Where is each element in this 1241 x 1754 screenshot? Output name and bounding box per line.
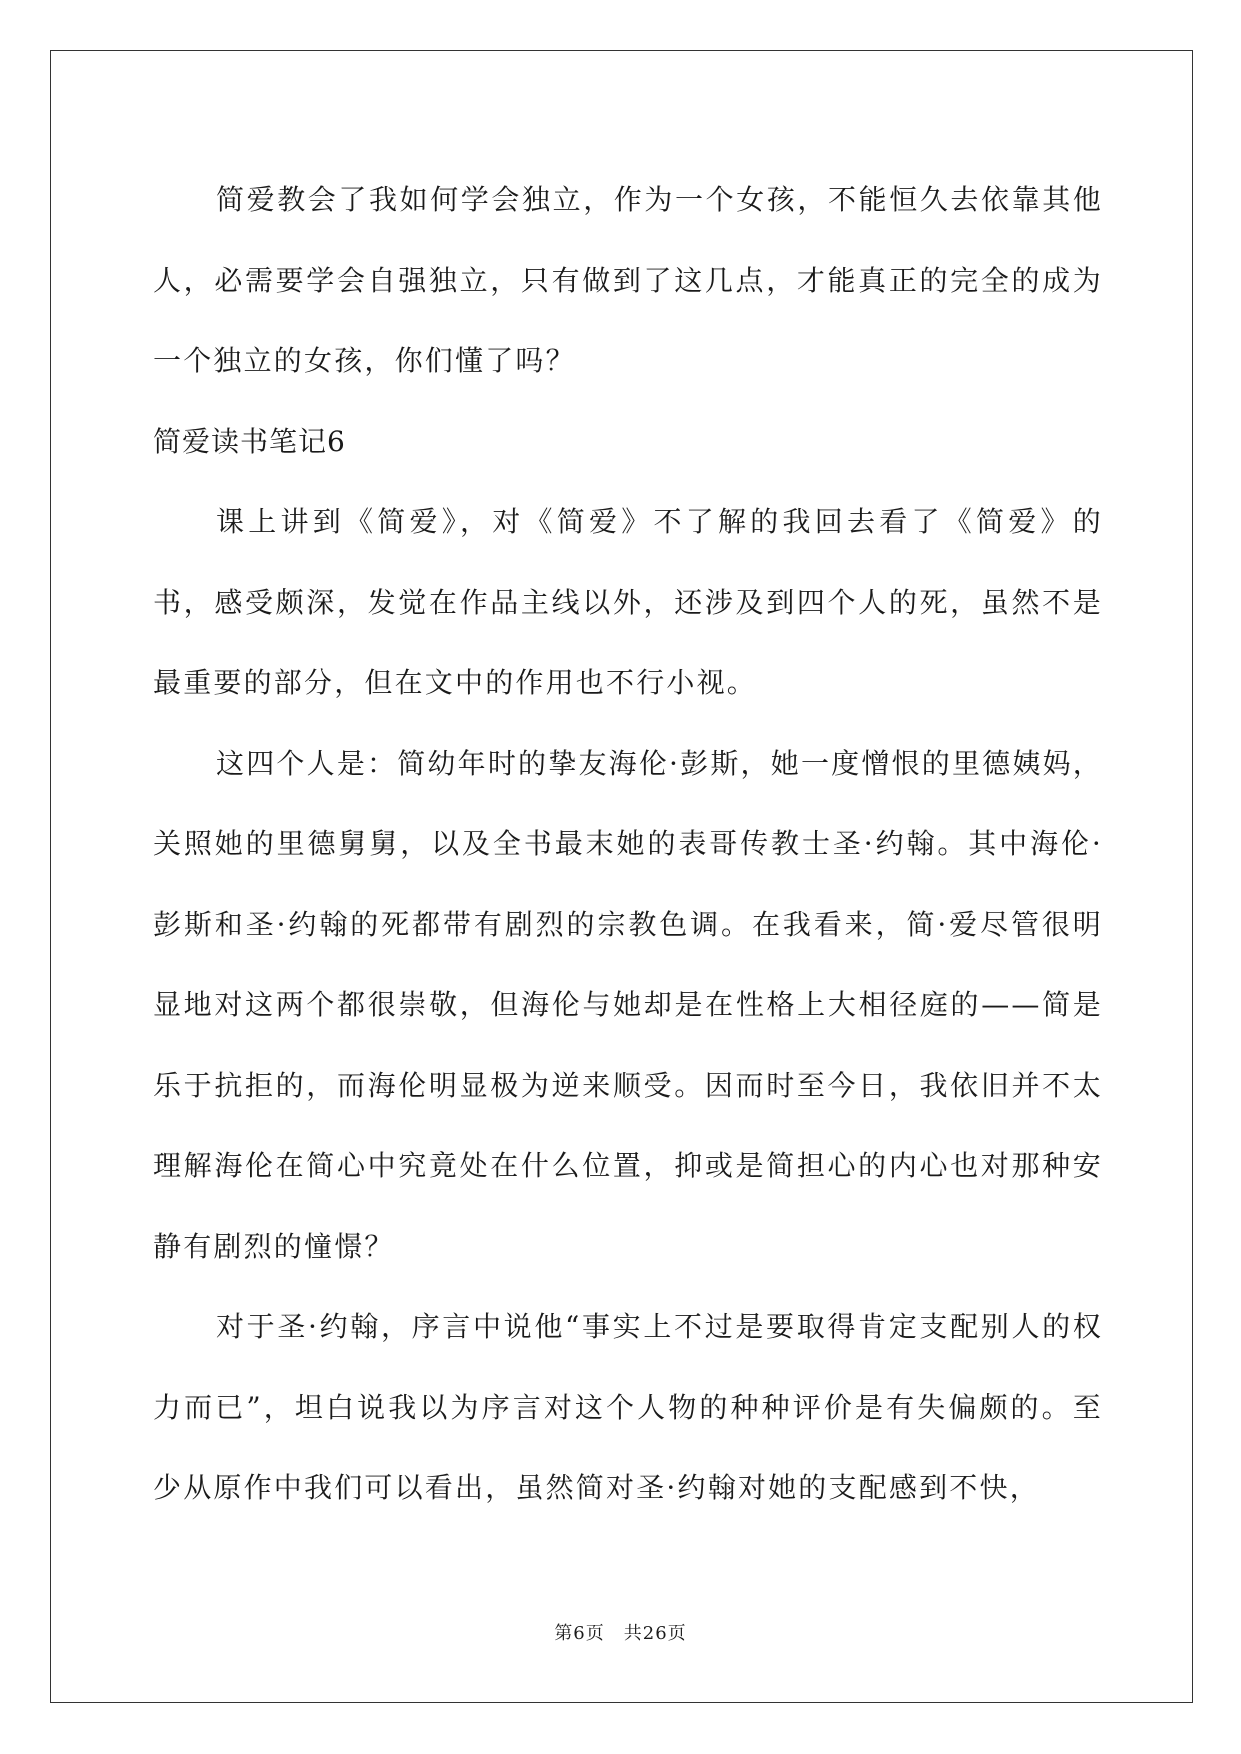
section-heading: 简爱读书笔记6 (153, 424, 346, 458)
document-body (153, 160, 1103, 1529)
paragraph-1: 简爱教会了我如何学会独立，作为一个女孩，不能恒久去依靠其他人，必需要学会自强独立，只有做到了这几点，才能真正的完全的成为一个独立的女孩，你们懂了吗？ (153, 183, 1103, 377)
paragraph-3: 这四个人是：简幼年时的挚友海伦·彭斯，她一度憎恨的里德姨妈，关照她的里德舅舅，以及全书最末她的表哥传教士圣·约翰。其中海伦·彭斯和圣·约翰的死都带有剧烈的宗教色调。在我看来，简·爱尽管很明显地对这两个都很崇敬，但海伦与她却是在性格上大相径庭的——简是乐于抗拒的，而海伦明显极为逆来顺受。因而时至今日，我依旧并不太理解海伦在简心中究竟处在什么位置，抑或是简担心的内心也对那种安静有剧烈的憧憬？ (153, 746, 1103, 1263)
page-number-footer: 第6页 共26页 (554, 1623, 687, 1644)
paragraph-4: 对于圣·约翰，序言中说他“事实上不过是要取得肯定支配别人的权力而已”，坦白说我以为序言对这个人物的种种评价是有失偏颇的。至少从原作中我们可以看出，虽然简对圣·约翰对她的支配感到不快， (153, 1310, 1103, 1504)
paragraph-2: 课上讲到《简爱》，对《简爱》不了解的我回去看了《简爱》的书，感受颇深，发觉在作品主线以外，还涉及到四个人的死，虽然不是最重要的部分，但在文中的作用也不行小视。 (153, 505, 1103, 699)
